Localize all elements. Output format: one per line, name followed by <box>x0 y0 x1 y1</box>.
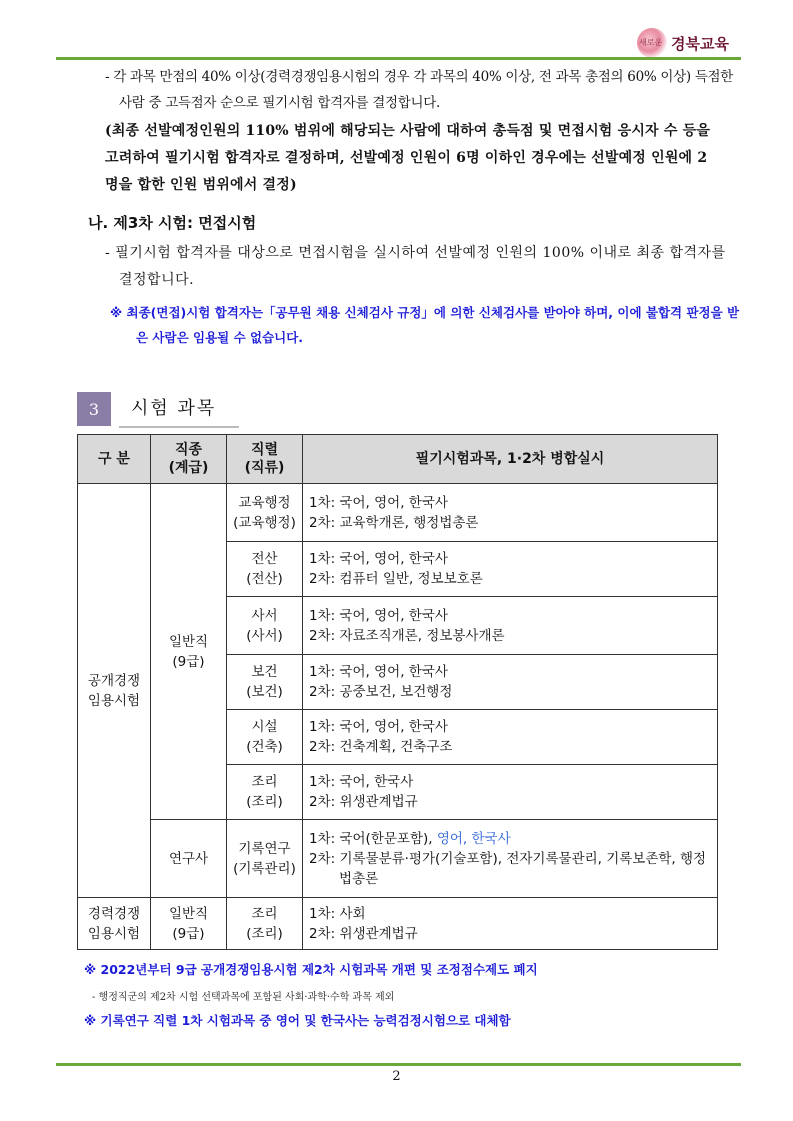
subject-first-part-a: 1차: 국어(한문포함), <box>309 830 437 847</box>
subject-first: 1차: 국어, 영어, 한국사 <box>309 719 448 735</box>
section-3-title: 시험 과목 <box>119 390 239 428</box>
note-record-research: ※ 기록연구 직렬 1차 시험과목 중 영어 및 한국사는 능력검정시험으로 대체함 <box>84 1013 511 1028</box>
subjects-cell <box>303 484 718 542</box>
subject-second: 2차: 자료조직개론, 정보봉사개론 <box>309 627 505 644</box>
subject-first: 1차: 국어, 한국사 <box>309 774 414 790</box>
section-b-title: 나. 제3차 시험: 면접시험 <box>88 214 257 232</box>
header-jikryeol: 직렬 (직류) <box>227 435 303 484</box>
jikryeol-cell: 보건 (보건) <box>227 655 303 710</box>
subjects-cell <box>303 655 718 710</box>
jikryeol-cell: 기록연구 (기록관리) <box>227 820 303 898</box>
subject-first: 1차: 국어, 영어, 한국사 <box>309 607 448 624</box>
header-logo <box>637 28 729 58</box>
subject-first: 1차: 국어, 영어, 한국사 <box>309 494 448 511</box>
jikryeol-cell: 시설 (건축) <box>227 710 303 765</box>
subjects-table <box>77 434 718 950</box>
subject-second: 2차: 기록물분류·평가(기술포함), 전자기록물관리, 기록보존학, 행정법총론 <box>309 850 707 887</box>
subject-second: 2차: 위생관계법규 <box>309 794 418 810</box>
note-exclusion: - 행정직군의 제2차 시험 선택과목에 포함된 사회·과학·수학 과목 제외 <box>92 992 395 1003</box>
subject-first: 1차: 국어, 영어, 한국사 <box>309 551 448 567</box>
jikjong-cell: 일반직 (9급) <box>151 898 227 950</box>
group-career-competition: 경력경쟁 임용시험 <box>78 898 151 950</box>
header-subjects: 필기시험과목, 1·2차 병합실시 <box>303 435 718 484</box>
header-gubun: 구 분 <box>78 435 151 484</box>
subject-second: 2차: 교육학개론, 행정법총론 <box>309 514 479 531</box>
table-header-row <box>78 435 718 484</box>
subject-second: 2차: 공중보건, 보건행정 <box>309 684 453 700</box>
top-rule <box>56 57 741 60</box>
group-open-competition: 공개경쟁 임용시험 <box>78 484 151 898</box>
table-row <box>78 484 718 542</box>
logo-small-text: 새로운 <box>639 38 663 47</box>
table-row <box>78 820 718 898</box>
jikryeol-cell: 조리 (조리) <box>227 898 303 950</box>
table-row <box>78 898 718 950</box>
subjects-cell <box>303 820 718 898</box>
logo-text: 경북교육 <box>671 34 729 53</box>
header-jikjong: 직종 (계급) <box>151 435 227 484</box>
subject-first <box>309 829 711 849</box>
subjects-cell <box>303 597 718 655</box>
page-number: 2 <box>392 1069 401 1084</box>
section-a-bullet: - 각 과목 만점의 40% 이상(경력경쟁임용시험의 경우 각 과목의 40% 이상, 전 과목 총점의 60% 이상) 득점한 사람 중 고득점자 순으로 필기시험 합격자를 결정합니다. <box>105 69 734 111</box>
subject-first: 1차: 국어, 영어, 한국사 <box>309 664 448 680</box>
subject-second: 2차: 컴퓨터 일반, 정보보호론 <box>309 571 483 587</box>
jikryeol-cell: 교육행정 (교육행정) <box>227 484 303 542</box>
subjects-cell <box>303 542 718 597</box>
subject-first-part-b: 영어, 한국사 <box>436 830 511 847</box>
jikjong-researcher: 연구사 <box>151 820 227 898</box>
subjects-cell <box>303 765 718 820</box>
subject-second: 2차: 위생관계법규 <box>309 925 418 942</box>
jikryeol-cell: 사서 (사서) <box>227 597 303 655</box>
note-2022-change: ※ 2022년부터 9급 공개경쟁임용시험 제2차 시험과목 개편 및 조정점수제도 폐지 <box>84 962 538 977</box>
section-b-bullet: - 필기시험 합격자를 대상으로 면접시험을 실시하여 선발예정 인원의 100% 이내로 최종 합격자를 결정합니다. <box>105 245 726 288</box>
subject-second: 2차: 건축계획, 건축구조 <box>309 739 453 755</box>
section-3-heading <box>77 390 239 428</box>
jikjong-general-9: 일반직 (9급) <box>151 484 227 820</box>
section-3-number: 3 <box>77 392 111 426</box>
section-a-bold-note: (최종 선발예정인원의 110% 범위에 해당되는 사람에 대하여 총득점 및 면접시험 응시자 수 등을 고려하여 필기시험 합격자로 결정하며, 선발예정 인원이 6명 이하인 경우에는 선발예정 인원에 2명을 합한 인원 범위에서 결정) <box>105 123 711 193</box>
section-b-note: ※ 최종(면접)시험 합격자는「공무원 채용 신체검사 규정」에 의한 신체검사를 받아야 하며, 이에 불합격 판정을 받은 사람은 임용될 수 없습니다. <box>110 305 740 345</box>
subject-first: 1차: 사회 <box>309 905 366 922</box>
jikryeol-cell: 조리 (조리) <box>227 765 303 820</box>
subjects-cell <box>303 898 718 950</box>
logo-emblem-icon <box>637 28 667 58</box>
bottom-rule <box>56 1063 741 1066</box>
jikryeol-cell: 전산 (전산) <box>227 542 303 597</box>
subjects-cell <box>303 710 718 765</box>
